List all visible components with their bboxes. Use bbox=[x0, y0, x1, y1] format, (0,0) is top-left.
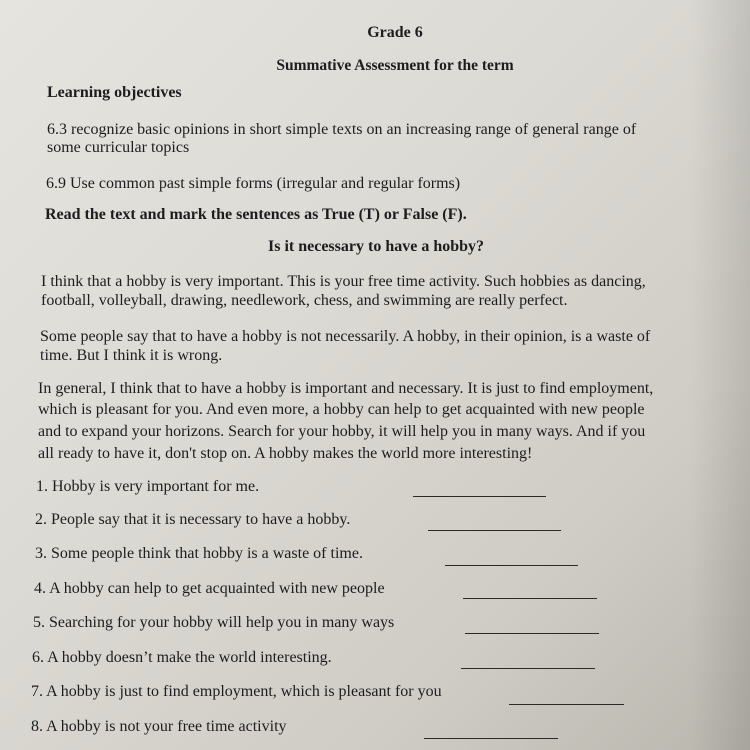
answer-blank-4[interactable] bbox=[463, 598, 597, 599]
grade-title: Grade 6 bbox=[367, 24, 423, 41]
question-8: 8. A hobby is not your free time activity bbox=[31, 718, 287, 735]
question-4: 4. A hobby can help to get acquainted with new people bbox=[34, 580, 385, 597]
question-7: 7. A hobby is just to find employment, which is pleasant for you bbox=[31, 683, 442, 700]
objectives-heading: Learning objectives bbox=[47, 84, 182, 101]
text-title: Is it necessary to have a hobby? bbox=[268, 238, 485, 255]
answer-blank-1[interactable] bbox=[413, 496, 546, 497]
answer-blank-8[interactable] bbox=[424, 738, 558, 739]
answer-blank-2[interactable] bbox=[428, 530, 561, 531]
paragraph-2-line-2: time. But I think it is wrong. bbox=[40, 347, 223, 364]
paragraph-3-line-3: and to expand your horizons. Search for your hobby, it will help you in many ways. And if you bbox=[38, 423, 646, 440]
paragraph-1-line-1: I think that a hobby is very important. This is your free time activity. Such hobbies as dancing, bbox=[41, 273, 646, 290]
question-5: 5. Searching for your hobby will help you in many ways bbox=[33, 614, 395, 631]
assessment-title: Summative Assessment for the term bbox=[276, 57, 514, 74]
answer-blank-6[interactable] bbox=[461, 668, 595, 669]
paragraph-1-line-2: football, volleyball, drawing, needlework, chess, and swimming are really perfect. bbox=[41, 292, 568, 309]
paragraph-2-line-1: Some people say that to have a hobby is not necessarily. A hobby, in their opinion, is a waste of bbox=[40, 328, 651, 345]
objective-1-line-1: 6.3 recognize basic opinions in short simple texts on an increasing range of general range of bbox=[47, 121, 637, 138]
instruction: Read the text and mark the sentences as True (T) or False (F). bbox=[45, 206, 467, 223]
objective-1-line-2: some curricular topics bbox=[47, 139, 190, 156]
question-3: 3. Some people think that hobby is a waste of time. bbox=[35, 545, 363, 562]
paragraph-3-line-2: which is pleasant for you. And even more, a hobby can help to get acquainted with new people bbox=[38, 401, 645, 418]
page-shadow bbox=[690, 0, 750, 750]
answer-blank-3[interactable] bbox=[445, 565, 578, 566]
paragraph-3-line-1: In general, I think that to have a hobby is important and necessary. It is just to find employment, bbox=[38, 380, 654, 397]
question-1: 1. Hobby is very important for me. bbox=[36, 478, 260, 495]
question-6: 6. A hobby doesn’t make the world interesting. bbox=[32, 649, 332, 666]
answer-blank-7[interactable] bbox=[509, 704, 624, 705]
question-2: 2. People say that it is necessary to have a hobby. bbox=[35, 511, 351, 528]
paragraph-3-line-4: all ready to have it, don't stop on. A hobby makes the world more interesting! bbox=[38, 445, 533, 462]
answer-blank-5[interactable] bbox=[465, 633, 599, 634]
objective-2: 6.9 Use common past simple forms (irregular and regular forms) bbox=[46, 175, 461, 192]
